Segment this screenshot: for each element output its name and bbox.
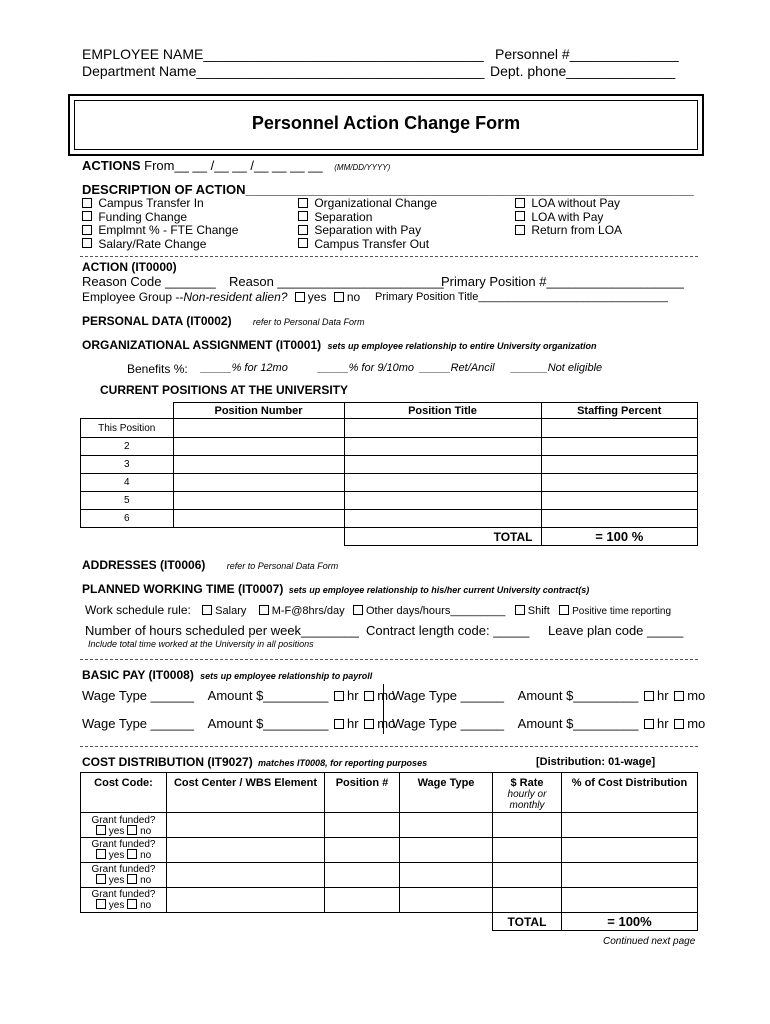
cost-distribution-note: matches IT0008, for reporting purposes [258,758,428,768]
checkbox-icon[interactable] [96,874,106,884]
position-title-cell[interactable] [344,419,541,438]
checkbox-icon[interactable] [674,691,684,701]
table-row [81,474,698,492]
distribution-code: [Distribution: 01-wage] [536,756,656,768]
header-percent-cost: % of Cost Distribution [562,773,698,813]
actions-from-field[interactable]: From__ __ /__ __ /__ __ __ __ [144,158,323,173]
grant-funded-label: Grant funded? [91,839,156,850]
rate-sub: hourly or monthly [507,789,547,811]
contract-length-field[interactable]: Contract length code: _____ [366,623,530,638]
checkbox-icon[interactable] [364,691,374,701]
percent-cell[interactable] [562,813,698,838]
table-row [81,838,698,863]
checkbox-icon[interactable] [334,719,344,729]
cost-distribution-row [82,755,427,769]
table-row [81,813,698,838]
grant-funded-options [81,850,166,861]
basic-pay-label: BASIC PAY (IT0008) [82,668,194,682]
hours-per-week-field[interactable]: Number of hours scheduled per week________ [85,623,359,638]
wage-type-field[interactable]: Wage Type ______ [392,716,505,731]
grant-funded-label: Grant funded? [91,889,156,900]
checkbox-icon[interactable] [674,719,684,729]
header-position-title: Position Title [344,403,541,419]
cost-center-cell[interactable] [167,838,325,863]
action-it0000-label: ACTION (IT0000) [82,260,177,274]
position-cell[interactable] [325,888,400,913]
description-col2 [298,197,437,251]
divider [80,659,698,660]
header-staffing-percent: Staffing Percent [541,403,698,419]
checkbox-icon[interactable] [96,825,106,835]
position-title-cell[interactable] [344,456,541,474]
positive-time-option: Positive time reporting [572,606,672,617]
personal-data-note: refer to Personal Data Form [252,317,365,327]
total-label: TOTAL [493,913,562,931]
yes-label: yes [108,875,125,886]
checkbox-icon[interactable] [515,605,525,615]
divider [80,746,698,747]
no-label: no [140,900,152,911]
table-row [81,863,698,888]
rate-cell[interactable] [493,813,562,838]
header-cost-code: Cost Code: [81,773,167,813]
yes-label: yes [307,290,327,304]
option-campus-transfer-out[interactable]: Campus Transfer Out [298,238,437,252]
option-loa-without-pay[interactable]: LOA without Pay [515,197,622,211]
positions-table [80,402,698,546]
checkbox-icon[interactable] [298,225,308,235]
checkbox-icon[interactable] [334,691,344,701]
grant-funded-cell [81,813,167,838]
option-salary-rate-change[interactable]: Salary/Rate Change [82,238,238,252]
position-title-cell[interactable] [344,510,541,528]
actions-row [82,158,390,173]
table-row [81,419,698,438]
total-value: = 100% [562,913,698,931]
planned-working-time-row [82,582,589,596]
current-positions-title: CURRENT POSITIONS AT THE UNIVERSITY [100,383,349,397]
planned-working-time-label: PLANNED WORKING TIME (IT0007) [82,582,284,596]
rate-cell[interactable] [493,838,562,863]
table-row [81,456,698,474]
table-header-row [81,403,698,419]
primary-position-title-field[interactable]: Primary Position Title_______________________________ [375,291,668,303]
checkbox-icon[interactable] [82,198,92,208]
reason-field[interactable]: Reason _______________________ [229,274,444,289]
checkbox-icon[interactable] [515,211,525,221]
hr-label: hr [347,716,359,731]
leave-plan-field[interactable]: Leave plan code _____ [548,623,684,638]
employee-name-field[interactable]: EMPLOYEE NAME____________________________________ [82,46,484,62]
option-funding-change[interactable]: Funding Change [82,211,238,225]
position-cell[interactable] [325,838,400,863]
shift-option: Shift [527,605,550,617]
wage-type-cell[interactable] [400,838,493,863]
cost-center-cell[interactable] [167,863,325,888]
wage-type-field[interactable]: Wage Type ______ [392,688,505,703]
mf-option: M-F@8hrs/day [271,605,345,617]
work-schedule-row [85,603,671,617]
grant-funded-options [81,826,166,837]
table-row [81,492,698,510]
personal-data-label: PERSONAL DATA (IT0002) [82,314,232,328]
other-days-option: Other days/hours_________ [365,605,506,617]
mo-label: mo [377,688,396,703]
planned-working-time-note: sets up employee relationship to his/her current University contract(s) [288,585,590,595]
employee-group-label: Employee Group -- [82,290,184,304]
personal-data-row [82,314,364,328]
table-row [81,510,698,528]
option-loa-with-pay[interactable]: LOA with Pay [515,211,622,225]
header-cost-center: Cost Center / WBS Element [167,773,325,813]
checkbox-icon[interactable] [127,899,137,909]
checkbox-icon[interactable] [644,719,654,729]
wage-type-field[interactable]: Wage Type ______ [82,688,195,703]
row-label: 2 [81,438,174,456]
rate-cell[interactable] [493,888,562,913]
benefits-not-eligible-field[interactable]: ______Not eligible [511,362,603,374]
description-col1 [82,197,238,251]
amount-field[interactable]: Amount $_________ [517,688,639,703]
work-schedule-label: Work schedule rule: [85,603,191,617]
staffing-percent-cell[interactable] [541,456,698,474]
staffing-percent-cell[interactable] [541,474,698,492]
header-rate [493,773,562,813]
continued-note: Continued next page [603,936,696,947]
wage-row-1-left [82,688,395,703]
form-title: Personnel Action Change Form [251,113,521,133]
table-total-row [81,528,698,546]
basic-pay-row [82,668,372,682]
option-emplmnt-fte-change[interactable]: Emplmnt % - FTE Change [82,224,238,238]
checkbox-icon[interactable] [559,605,569,615]
no-label: no [140,875,152,886]
position-title-cell[interactable] [344,474,541,492]
checkbox-icon[interactable] [644,691,654,701]
wage-type-cell[interactable] [400,863,493,888]
cost-distribution-table [80,772,698,931]
checkbox-icon[interactable] [298,238,308,248]
personnel-number-field[interactable]: Personnel #______________ [495,46,679,62]
grant-funded-options [81,875,166,886]
checkbox-icon[interactable] [127,825,137,835]
department-name-field[interactable]: Department Name_____________________________________ [82,63,485,79]
mo-label: mo [687,688,706,703]
hr-label: hr [657,716,669,731]
hr-label: hr [347,688,359,703]
org-assignment-note: sets up employee relationship to entire University organization [327,341,597,351]
header-position-number: Position Number [173,403,344,419]
checkbox-icon[interactable] [202,605,212,615]
row-label: This Position [81,419,174,438]
total-value: = 100 % [541,528,698,546]
option-campus-transfer-in[interactable]: Campus Transfer In [82,197,238,211]
row-label: 5 [81,492,174,510]
yes-label: yes [108,826,125,837]
table-total-row [81,913,698,931]
reason-code-field[interactable]: Reason Code _______ [82,274,216,289]
percent-cell[interactable] [562,888,698,913]
actions-label: ACTIONS [82,158,141,173]
grant-funded-label: Grant funded? [91,864,156,875]
position-number-cell[interactable] [173,492,344,510]
wage-row-2-right [392,716,705,731]
checkbox-icon[interactable] [96,899,106,909]
option-organizational-change[interactable]: Organizational Change [298,197,437,211]
description-col3 [515,197,622,238]
position-title-cell[interactable] [344,492,541,510]
benefits-910mo-field[interactable]: _____% for 9/10mo [318,362,415,374]
include-time-note: Include total time worked at the University in all positions [88,639,314,649]
date-format-hint: (MM/DD/YYYY) [334,163,391,172]
table-header-row [81,773,698,813]
checkbox-icon[interactable] [82,238,92,248]
staffing-percent-cell[interactable] [541,492,698,510]
checkbox-icon[interactable] [127,849,137,859]
primary-position-field[interactable]: Primary Position #___________________ [441,274,684,289]
hr-label: hr [657,688,669,703]
option-return-from-loa[interactable]: Return from LOA [515,224,622,238]
grant-funded-options [81,900,166,911]
cost-center-cell[interactable] [167,888,325,913]
mo-label: mo [687,716,706,731]
checkbox-icon[interactable] [364,719,374,729]
addresses-label: ADDRESSES (IT0006) [82,558,206,572]
row-label: 6 [81,510,174,528]
position-number-cell[interactable] [173,438,344,456]
benefits-label: Benefits %: [127,362,188,376]
no-label: no [346,290,361,304]
position-cell[interactable] [325,813,400,838]
grant-funded-cell [81,838,167,863]
checkbox-icon[interactable] [127,874,137,884]
cost-center-cell[interactable] [167,813,325,838]
staffing-percent-cell[interactable] [541,419,698,438]
description-label: DESCRIPTION OF ACTION______________________________________________________________ [82,182,694,197]
addresses-row [82,558,338,572]
benefits-ret-ancil-field[interactable]: _____Ret/Ancil [420,362,495,374]
org-assignment-row [82,338,597,352]
option-separation-with-pay[interactable]: Separation with Pay [298,224,437,238]
checkbox-icon[interactable] [96,849,106,859]
checkbox-icon[interactable] [334,292,344,302]
row-label: 4 [81,474,174,492]
no-label: no [140,850,152,861]
checkbox-icon[interactable] [259,605,269,615]
dept-phone-field[interactable]: Dept. phone______________ [490,63,676,79]
grant-funded-label: Grant funded? [91,815,156,826]
checkbox-icon[interactable] [515,225,525,235]
wage-type-cell[interactable] [400,888,493,913]
checkbox-icon[interactable] [298,211,308,221]
option-separation[interactable]: Separation [298,211,437,225]
position-title-cell[interactable] [344,438,541,456]
checkbox-icon[interactable] [295,292,305,302]
percent-cell[interactable] [562,863,698,888]
staffing-percent-cell[interactable] [541,510,698,528]
table-row [81,888,698,913]
wage-type-cell[interactable] [400,813,493,838]
amount-field[interactable]: Amount $_________ [517,716,639,731]
yes-label: yes [108,850,125,861]
table-row [81,438,698,456]
checkbox-icon[interactable] [353,605,363,615]
cost-distribution-label: COST DISTRIBUTION (IT9027) [82,755,253,769]
rate-cell[interactable] [493,863,562,888]
position-number-cell[interactable] [173,419,344,438]
header-wage-type: Wage Type [400,773,493,813]
checkbox-icon[interactable] [82,211,92,221]
wage-row-1-right [392,688,705,703]
checkbox-icon[interactable] [298,198,308,208]
amount-field[interactable]: Amount $_________ [207,716,329,731]
title-box [68,94,704,156]
wage-type-field[interactable]: Wage Type ______ [82,716,195,731]
row-label: 3 [81,456,174,474]
position-cell[interactable] [325,863,400,888]
rate-label: $ Rate [510,777,544,789]
divider [80,256,698,257]
percent-cell[interactable] [562,838,698,863]
no-label: no [140,826,152,837]
grant-funded-cell [81,888,167,913]
position-number-cell[interactable] [173,510,344,528]
position-number-cell[interactable] [173,474,344,492]
nonresident-label: Non-resident alien? [183,290,288,304]
checkbox-icon[interactable] [82,225,92,235]
wage-row-2-left [82,716,395,731]
yes-label: yes [108,900,125,911]
header-position-number: Position # [325,773,400,813]
staffing-percent-cell[interactable] [541,438,698,456]
checkbox-icon[interactable] [515,198,525,208]
benefits-12mo-field[interactable]: _____% for 12mo [201,362,288,374]
salary-option: Salary [215,605,247,617]
mo-label: mo [377,716,396,731]
position-number-cell[interactable] [173,456,344,474]
amount-field[interactable]: Amount $_________ [207,688,329,703]
addresses-note: refer to Personal Data Form [226,561,339,571]
org-assignment-label: ORGANIZATIONAL ASSIGNMENT (IT0001) [82,338,322,352]
employee-group-row [82,290,360,304]
grant-funded-cell [81,863,167,888]
total-label: TOTAL [344,528,541,546]
basic-pay-note: sets up employee relationship to payroll [200,671,373,681]
